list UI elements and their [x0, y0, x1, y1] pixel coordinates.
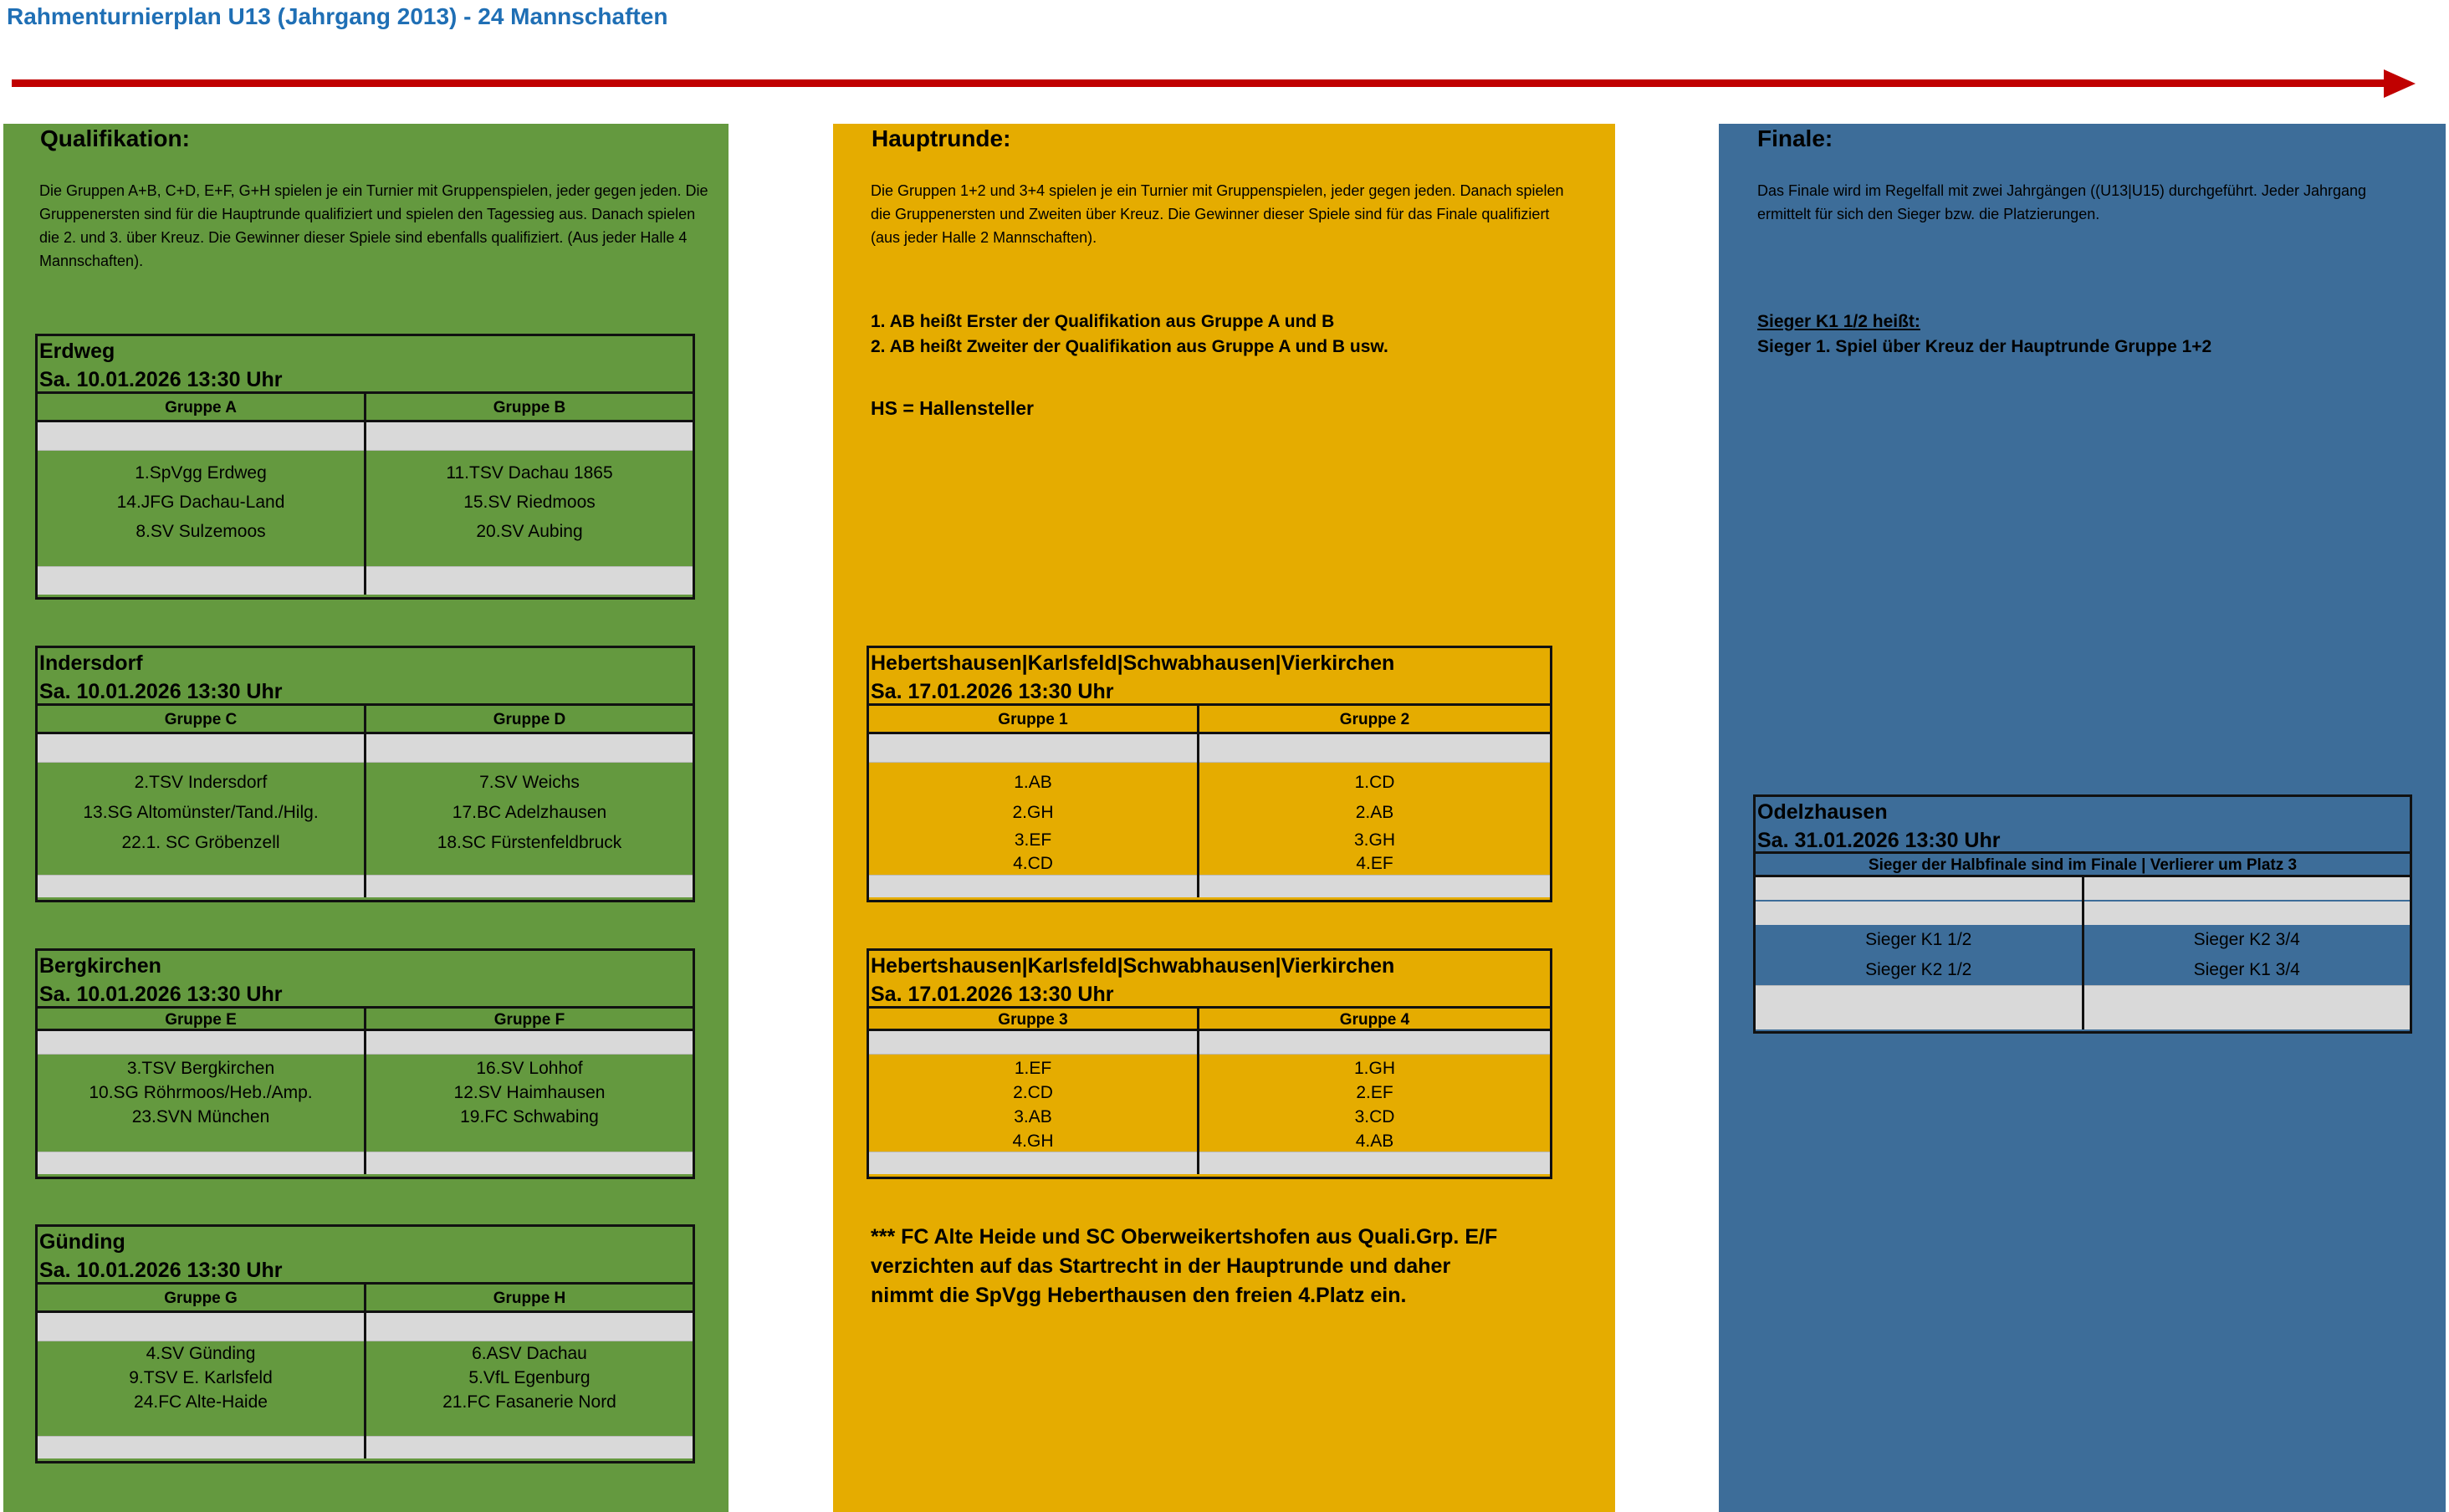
team-entry: 14.JFG Dachau-Land [116, 493, 285, 512]
team-entry: Sieger K1 3/4 [2193, 960, 2300, 979]
team-entry: 18.SC Fürstenfeldbruck [437, 833, 622, 852]
footnote-line: *** FC Alte Heide und SC Oberweikertshofen aus Quali.Grp. E/F [871, 1225, 1498, 1249]
group-header: Gruppe H [366, 1285, 693, 1313]
team-entry: 2.CD [1013, 1083, 1053, 1102]
team-entry: 3.EF [1014, 830, 1052, 850]
team-list [366, 1341, 693, 1414]
team-list [38, 1341, 364, 1414]
main-round-note-hs: HS = Hallensteller [871, 397, 1034, 419]
footnote-line: verzichten auf das Startrecht in der Hauptrunde und daher [871, 1254, 1451, 1278]
team-entry: 7.SV Weichs [479, 773, 580, 792]
team-entry: 13.SG Altomünster/Tand./Hilg. [83, 803, 319, 822]
team-entry: Sieger K1 1/2 [1865, 930, 1972, 949]
team-list [366, 1055, 693, 1129]
venue-name: Erdweg [39, 340, 115, 363]
group-header: Gruppe D [366, 706, 693, 734]
team-entry: 21.FC Fasanerie Nord [442, 1392, 616, 1412]
team-entry: 16.SV Lohhof [476, 1059, 583, 1078]
tournament-box-guending [35, 1224, 695, 1463]
tournament-box-indersdorf [35, 646, 695, 902]
timeline-arrow-line [12, 79, 2387, 87]
group-header: Gruppe B [366, 394, 693, 422]
team-entry: 19.FC Schwabing [460, 1107, 599, 1126]
team-entry: 23.SVN München [131, 1107, 270, 1126]
qualification-heading: Qualifikation: [40, 125, 190, 151]
team-entry: 1.SpVgg Erdweg [135, 463, 267, 483]
team-entry: 2.TSV Indersdorf [134, 773, 268, 792]
group-header: Gruppe C [38, 706, 364, 734]
team-list [869, 763, 1197, 875]
team-entry: 17.BC Adelzhausen [452, 803, 607, 822]
team-entry: 3.CD [1354, 1107, 1395, 1126]
team-entry: 22.1. SC Gröbenzell [121, 833, 280, 852]
team-entry: 2.GH [1012, 803, 1054, 822]
tournament-box-group-1-2 [867, 646, 1552, 902]
team-entry: 3.AB [1014, 1107, 1052, 1126]
team-list [366, 763, 693, 858]
team-entry: 4.GH [1012, 1131, 1054, 1151]
page-title: Rahmenturnierplan U13 (Jahrgang 2013) - 24 Mannschaften [7, 3, 668, 29]
team-entry: 6.ASV Dachau [472, 1344, 587, 1363]
tournament-date: Sa. 31.01.2026 13:30 Uhr [1756, 826, 2410, 854]
final-note-1-text: Sieger K1 1/2 heißt: [1757, 312, 1920, 331]
team-list [1199, 1055, 1550, 1153]
team-entry: 9.TSV E. Karlsfeld [129, 1368, 273, 1387]
group-header: Gruppe 3 [869, 1009, 1197, 1031]
tournament-box-group-3-4 [867, 948, 1552, 1179]
main-round-heading: Hauptrunde: [872, 125, 1011, 151]
venue-name: Hebertshausen|Karlsfeld|Schwabhausen|Vierkirchen [871, 954, 1395, 978]
tournament-date: Sa. 10.01.2026 13:30 Uhr [38, 677, 693, 706]
group-header: Gruppe 1 [869, 706, 1197, 734]
team-list [38, 1055, 364, 1129]
team-entry: 2.AB [1355, 803, 1394, 822]
team-list [38, 763, 364, 858]
team-entry: 8.SV Sulzemoos [135, 522, 266, 541]
team-list [38, 451, 364, 546]
main-round-note-2: 2. AB heißt Zweiter der Qualifikation aus Gruppe A und B usw. [871, 337, 1388, 356]
venue-name: Hebertshausen|Karlsfeld|Schwabhausen|Vierkirchen [871, 651, 1395, 675]
team-entry: Sieger K2 1/2 [1865, 960, 1972, 979]
team-entry: 11.TSV Dachau 1865 [446, 463, 613, 483]
team-entry: 1.EF [1014, 1059, 1052, 1078]
main-round-footnote [871, 1223, 1497, 1310]
group-header: Gruppe 4 [1199, 1009, 1550, 1031]
team-entry: 1.AB [1014, 773, 1052, 792]
team-entry: 3.TSV Bergkirchen [126, 1059, 275, 1078]
team-list [366, 451, 693, 546]
tournament-date: Sa. 10.01.2026 13:30 Uhr [38, 365, 693, 394]
team-entry: 20.SV Aubing [476, 522, 583, 541]
tournament-date: Sa. 17.01.2026 13:30 Uhr [869, 980, 1550, 1009]
team-entry: Sieger K2 3/4 [2193, 930, 2300, 949]
venue-name: Günding [39, 1230, 125, 1254]
team-list [1199, 763, 1550, 875]
tournament-box-odelzhausen [1753, 794, 2412, 1034]
team-entry: 15.SV Riedmoos [463, 493, 596, 512]
team-entry: 5.VfL Egenburg [468, 1368, 591, 1387]
footnote-line: nimmt die SpVgg Heberthausen den freien 4.Platz ein. [871, 1284, 1407, 1307]
team-entry: 24.FC Alte-Haide [134, 1392, 268, 1412]
final-note-2: Sieger 1. Spiel über Kreuz der Hauptrunde Gruppe 1+2 [1757, 337, 2212, 356]
venue-name: Bergkirchen [39, 954, 161, 978]
team-entry: 10.SG Röhrmoos/Heb./Amp. [89, 1083, 313, 1102]
team-entry: 4.EF [1356, 854, 1393, 873]
team-entry: 4.SV Günding [146, 1344, 256, 1363]
tournament-date: Sa. 17.01.2026 13:30 Uhr [869, 677, 1550, 706]
team-entry: 2.EF [1356, 1083, 1393, 1102]
team-entry: 1.GH [1353, 1059, 1395, 1078]
team-entry: 4.AB [1355, 1131, 1394, 1151]
group-header: Gruppe F [366, 1009, 693, 1031]
tournament-date: Sa. 10.01.2026 13:30 Uhr [38, 1256, 693, 1285]
final-group-header: Sieger der Halbfinale sind im Finale | Verlierer um Platz 3 [1756, 854, 2410, 877]
final-heading: Finale: [1757, 125, 1833, 151]
team-entry: 4.CD [1013, 854, 1053, 873]
main-round-description: Die Gruppen 1+2 und 3+4 spielen je ein Turnier mit Gruppenspielen, jeder gegen jeden. Danach spielen die Gruppenersten und Zweiten über Kreuz. Die Gewinner dieser Spiele sind für das Finale qualifiziert (aus jeder Halle 2 Mannschaften). [871, 182, 1564, 246]
team-list [869, 1055, 1197, 1153]
qualification-description: Die Gruppen A+B, C+D, E+F, G+H spielen je ein Turnier mit Gruppenspielen, jeder gegen jeden. Die Gruppenersten sind für die Hauptrunde qualifiziert und spielen den Tagessieg aus. Danach spielen die 2. und 3. über Kreuz. Die Gewinner dieser Spiele sind ebenfalls qualifiziert. (Aus jeder Halle 4 Mannschaften). [39, 182, 708, 269]
group-header: Gruppe E [38, 1009, 364, 1031]
group-header: Gruppe A [38, 394, 364, 422]
group-header: Gruppe G [38, 1285, 364, 1313]
tournament-box-erdweg [35, 334, 695, 600]
team-list [2084, 925, 2411, 985]
main-round-note-1: 1. AB heißt Erster der Qualifikation aus Gruppe A und B [871, 312, 1335, 331]
tournament-date: Sa. 10.01.2026 13:30 Uhr [38, 980, 693, 1009]
final-description: Das Finale wird im Regelfall mit zwei Jahrgängen ((U13|U15) durchgeführt. Jeder Jahrgang ermittelt für sich den Sieger bzw. die Platzierungen. [1757, 182, 2367, 222]
team-entry: 1.CD [1354, 773, 1395, 792]
team-list [1756, 925, 2082, 985]
venue-name: Odelzhausen [1757, 800, 1888, 824]
team-entry: 12.SV Haimhausen [453, 1083, 606, 1102]
team-entry: 3.GH [1353, 830, 1395, 850]
tournament-box-bergkirchen [35, 948, 695, 1179]
final-note-1 [1757, 312, 1920, 332]
venue-name: Indersdorf [39, 651, 143, 675]
group-header: Gruppe 2 [1199, 706, 1550, 734]
arrow-right-icon [2384, 69, 2416, 98]
